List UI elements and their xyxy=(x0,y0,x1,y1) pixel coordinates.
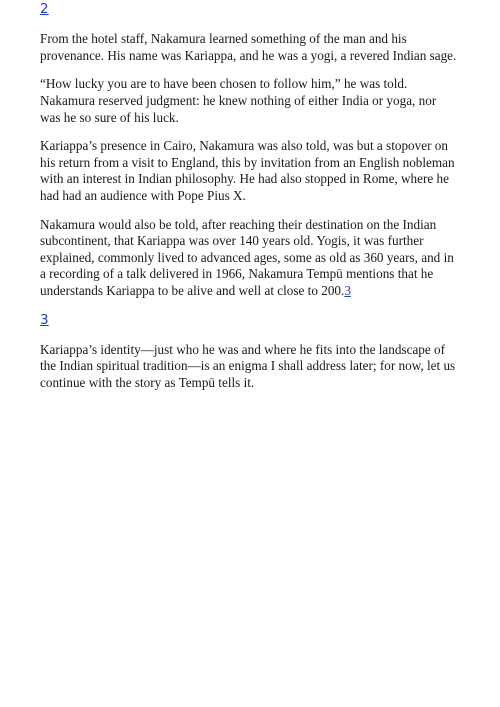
paragraph-text: “How lucky you are to have been chosen to follow him,” he was told. Nakamura reserved judgment: he knew nothing of either India or yoga, nor was he so sure of his luck. xyxy=(40,76,437,125)
paragraph-en-2 xyxy=(40,76,460,126)
paragraph-text: Nakamura would also be told, after reaching their destination on the Indian subcontinent, that Kariappa was over 140 years old. Yogis, it was further explained, commonly lived to advanced ages, some as old as 360 years, and in a recording of a talk delivered in 1966, Nakamura Tempū mentions that he understands Kariappa to be alive and well at close to 200. xyxy=(40,216,454,298)
paragraph-zh-5 xyxy=(40,311,460,330)
footnote-link-2[interactable]: 2 xyxy=(40,2,49,17)
paragraph-en-5 xyxy=(40,342,460,392)
paragraph-text: From the hotel staff, Nakamura learned something of the man and his provenance. His name was Kariappa, and he was a yogi, a revered Indian sage. xyxy=(40,31,457,63)
paragraph-zh-1 xyxy=(40,0,460,19)
paragraph-en-3 xyxy=(40,138,460,204)
footnote-link-3[interactable]: 3 xyxy=(40,312,49,328)
footnote-link-3[interactable]: 3 xyxy=(344,282,351,298)
paragraph-en-1 xyxy=(40,31,460,64)
paragraph-en-4 xyxy=(40,217,460,300)
paragraph-text: Kariappa’s identity—just who he was and where he fits into the landscape of the Indian spiritual tradition—is an enigma I shall address later; for now, let us continue with the story as Tempū tells it. xyxy=(40,341,456,390)
paragraph-text: Kariappa’s presence in Cairo, Nakamura was also told, was but a stopover on his return from a visit to England, this by invitation from an English nobleman with an interest in Indian philosophy. He had also stopped in Rome, where he had had an audience with Pope Pius X. xyxy=(40,138,455,203)
